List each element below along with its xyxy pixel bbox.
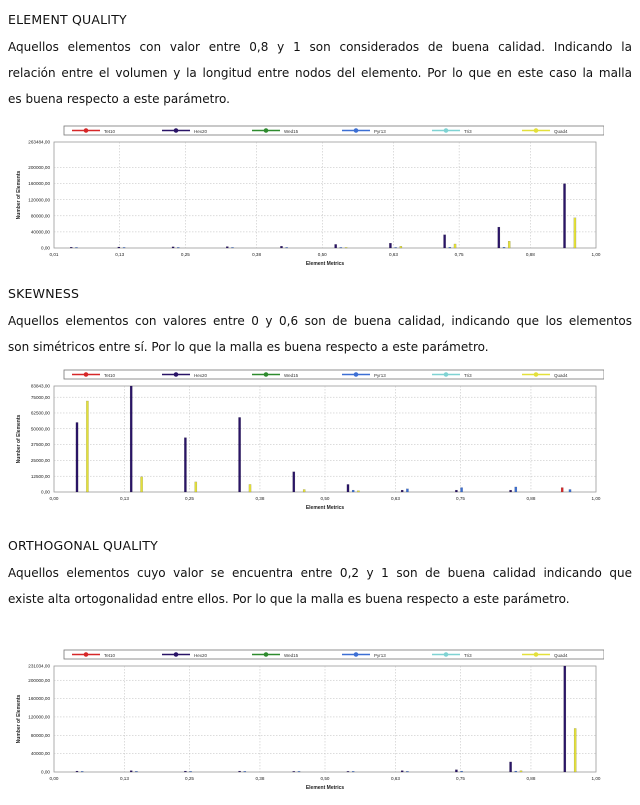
- bar-hex20: [401, 490, 403, 492]
- bar-hex20: [401, 771, 403, 772]
- bar-hex20: [510, 490, 512, 492]
- legend-label-tri3: Tri3: [464, 653, 472, 658]
- x-tick-label: 0,88: [526, 496, 536, 501]
- bar-pyr13: [81, 771, 83, 772]
- x-axis-label: Element Metrics: [305, 505, 345, 511]
- y-tick-label: 263484,00: [28, 139, 50, 145]
- legend-label-pyr13: Pyr13: [374, 653, 386, 658]
- bar-hex20: [444, 235, 446, 248]
- bar-pyr13: [503, 247, 505, 248]
- y-tick-label: 25000,00: [30, 457, 50, 463]
- legend-marker-wed15: [264, 373, 268, 377]
- bar-quad4: [508, 241, 510, 248]
- bar-pyr13: [515, 771, 517, 772]
- y-tick-label: 200000,00: [28, 677, 50, 683]
- bar-hex20: [172, 247, 174, 248]
- y-tick-label: 160000,00: [28, 181, 50, 187]
- bar-quad4: [357, 491, 359, 492]
- legend-label-tri3: Tri3: [464, 129, 472, 134]
- bar-hex20: [130, 771, 132, 772]
- y-tick-label: 0,00: [41, 489, 50, 495]
- bar-hex20: [510, 762, 512, 772]
- x-tick-label: 0,00: [49, 776, 59, 781]
- bar-quad4: [574, 218, 576, 248]
- x-tick-label: 0,50: [320, 776, 330, 781]
- legend-marker-hex20: [174, 653, 178, 657]
- bar-pyr13: [177, 247, 179, 248]
- bar-quad4: [520, 771, 522, 772]
- x-tick-label: 0,75: [454, 252, 464, 257]
- y-axis-label: Number of Elements: [16, 170, 22, 220]
- bar-quad4: [303, 489, 305, 492]
- bar-pyr13: [123, 247, 125, 248]
- x-tick-label: 0,25: [185, 496, 194, 501]
- x-tick-label: 1,00: [591, 252, 601, 257]
- legend-label-wed15: Wed15: [284, 129, 299, 134]
- y-tick-label: 80000,00: [30, 732, 50, 738]
- bar-hex20: [76, 422, 78, 492]
- y-tick-label: 0,00: [41, 769, 50, 775]
- bar-hex20: [563, 184, 565, 248]
- legend-label-quad4: Quad4: [554, 653, 568, 658]
- bar-hex20: [118, 247, 120, 248]
- legend-label-tet10: Tet10: [104, 653, 116, 658]
- x-tick-label: 0,75: [456, 776, 465, 781]
- paragraph-line: relación entre el volumen y la longitud entre nodos del elemento. Por lo que en este caso la malla: [8, 66, 632, 80]
- bar-pyr13: [244, 771, 246, 772]
- bar-pyr13: [395, 247, 397, 248]
- bar-pyr13: [352, 771, 354, 772]
- legend-label-wed15: Wed15: [284, 373, 299, 378]
- paragraph-line: Aquellos elementos con valor entre 0,8 y 1 son considerados de buena calidad. Indicando la: [8, 40, 632, 54]
- x-tick-label: 0,25: [180, 252, 190, 257]
- bar-pyr13: [461, 771, 463, 772]
- legend-label-tri3: Tri3: [464, 373, 472, 378]
- paragraph-skewness: [8, 308, 632, 360]
- x-tick-label: 0,38: [252, 252, 262, 257]
- legend-marker-tri3: [444, 129, 448, 133]
- x-tick-label: 0,13: [119, 496, 129, 501]
- legend-label-tet10: Tet10: [104, 129, 116, 134]
- skewness-chart: [8, 366, 604, 516]
- bar-hex20: [455, 490, 457, 492]
- bar-quad4: [574, 728, 576, 772]
- bar-pyr13: [352, 490, 354, 492]
- bar-pyr13: [286, 247, 288, 248]
- x-tick-label: 0,38: [255, 776, 265, 781]
- legend-marker-quad4: [534, 373, 538, 377]
- x-tick-label: 0,25: [185, 776, 194, 781]
- x-tick-label: 0,38: [255, 496, 265, 501]
- bar-pyr13: [190, 771, 192, 772]
- y-tick-label: 12500,00: [30, 473, 50, 479]
- paragraph-line: es buena respecto a este parámetro.: [8, 92, 230, 106]
- bar-hex20: [389, 243, 391, 248]
- x-tick-label: 0,75: [456, 496, 465, 501]
- legend-marker-wed15: [264, 129, 268, 133]
- bar-quad4: [195, 482, 197, 492]
- bar-pyr13: [406, 771, 408, 772]
- paragraph-element-quality: [8, 34, 632, 112]
- y-tick-label: 40000,00: [30, 751, 50, 757]
- bar-hex20: [239, 417, 241, 492]
- x-tick-label: 1,00: [591, 776, 601, 781]
- section-title-skewness: SKEWNESS: [8, 286, 80, 301]
- paragraph-line: existe alta ortogonalidad entre ellos. Por lo que la malla es buena respecto a este parámetro.: [8, 592, 570, 606]
- bar-pyr13: [449, 247, 451, 248]
- y-axis-label: Number of Elements: [16, 694, 22, 744]
- bar-pyr13: [569, 489, 571, 492]
- bar-pyr13: [340, 247, 342, 248]
- y-tick-label: 160000,00: [28, 696, 50, 702]
- bar-hex20: [347, 484, 349, 492]
- bar-pyr13: [406, 489, 408, 492]
- x-axis-label: Element Metrics: [305, 785, 345, 791]
- legend-label-hex20: Hex20: [194, 373, 208, 378]
- bar-hex20: [293, 771, 295, 772]
- legend-label-wed15: Wed15: [284, 653, 299, 658]
- bar-hex20: [70, 247, 72, 248]
- bar-tet10: [561, 488, 563, 492]
- bar-quad4: [249, 484, 251, 492]
- y-axis-label: Number of Elements: [16, 414, 22, 464]
- legend-label-quad4: Quad4: [554, 373, 568, 378]
- legend-marker-tet10: [84, 129, 88, 133]
- x-tick-label: 0,88: [525, 252, 535, 257]
- y-tick-label: 83843,00: [30, 383, 50, 389]
- legend-marker-tri3: [444, 373, 448, 377]
- y-tick-label: 40000,00: [30, 229, 50, 235]
- y-tick-label: 75000,00: [30, 394, 50, 400]
- x-tick-label: 0,50: [317, 252, 327, 257]
- bar-pyr13: [135, 771, 137, 772]
- y-tick-label: 200000,00: [28, 165, 50, 171]
- y-tick-label: 120000,00: [28, 714, 50, 720]
- bar-hex20: [455, 770, 457, 772]
- section-title-orthogonal-quality: ORTHOGONAL QUALITY: [8, 538, 158, 553]
- bar-quad4: [454, 244, 456, 248]
- bar-pyr13: [515, 487, 517, 492]
- bar-hex20: [347, 771, 349, 772]
- legend-label-tet10: Tet10: [104, 373, 116, 378]
- legend-marker-wed15: [264, 653, 268, 657]
- x-tick-label: 1,00: [591, 496, 601, 501]
- x-tick-label: 0,13: [119, 776, 129, 781]
- bar-quad4: [86, 401, 88, 492]
- legend-label-pyr13: Pyr13: [374, 373, 386, 378]
- bar-quad4: [141, 477, 143, 492]
- bar-hex20: [564, 666, 566, 772]
- paragraph-line: son simétricos entre sí. Por lo que la malla es buena respecto a este parámetro.: [8, 340, 489, 354]
- bar-quad4: [400, 246, 402, 248]
- bar-hex20: [130, 386, 132, 492]
- y-tick-label: 50000,00: [30, 426, 50, 432]
- legend-marker-tet10: [84, 373, 88, 377]
- x-tick-label: 0,01: [49, 252, 59, 257]
- bar-quad4: [345, 247, 347, 248]
- legend-marker-pyr13: [354, 653, 358, 657]
- legend-label-pyr13: Pyr13: [374, 129, 386, 134]
- bar-pyr13: [231, 247, 233, 248]
- legend-marker-pyr13: [354, 129, 358, 133]
- y-tick-label: 80000,00: [30, 213, 50, 219]
- bar-hex20: [498, 227, 500, 248]
- bar-hex20: [239, 771, 241, 772]
- bar-hex20: [184, 771, 186, 772]
- y-tick-label: 37500,00: [30, 442, 50, 448]
- legend-marker-pyr13: [354, 373, 358, 377]
- legend-marker-hex20: [174, 129, 178, 133]
- y-tick-label: 120000,00: [28, 197, 50, 203]
- bar-hex20: [226, 247, 228, 248]
- y-tick-label: 62500,00: [30, 410, 50, 416]
- bar-hex20: [293, 472, 295, 492]
- y-tick-label: 231034,00: [28, 663, 50, 669]
- legend-marker-quad4: [534, 129, 538, 133]
- paragraph-line: Aquellos elementos con valores entre 0 y 0,6 son de buena calidad, indicando que los elementos: [8, 314, 632, 328]
- x-tick-label: 0,63: [390, 776, 400, 781]
- bar-pyr13: [75, 247, 77, 248]
- x-tick-label: 0,63: [390, 496, 400, 501]
- paragraph-orthogonal-quality: [8, 560, 632, 612]
- legend-label-quad4: Quad4: [554, 129, 568, 134]
- legend-marker-tet10: [84, 653, 88, 657]
- bar-hex20: [335, 244, 337, 248]
- paragraph-line: Aquellos elementos cuyo valor se encuentra entre 0,2 y 1 son de buena calidad indicando que: [8, 566, 632, 580]
- bar-pyr13: [298, 771, 300, 772]
- x-tick-label: 0,63: [388, 252, 398, 257]
- x-tick-label: 0,00: [49, 496, 59, 501]
- section-title-element-quality: ELEMENT QUALITY: [8, 12, 127, 27]
- legend-marker-tri3: [444, 653, 448, 657]
- x-axis-label: Element Metrics: [305, 261, 345, 267]
- y-tick-label: 0,00: [41, 245, 50, 251]
- element-quality-chart: [8, 122, 604, 272]
- legend-label-hex20: Hex20: [194, 653, 208, 658]
- bar-hex20: [280, 246, 282, 248]
- x-tick-label: 0,50: [320, 496, 330, 501]
- legend-marker-quad4: [534, 653, 538, 657]
- orthogonal-quality-chart: [8, 646, 604, 796]
- bar-hex20: [184, 438, 186, 492]
- bar-hex20: [76, 771, 78, 772]
- x-tick-label: 0,88: [526, 776, 536, 781]
- legend-label-hex20: Hex20: [194, 129, 208, 134]
- legend-marker-hex20: [174, 373, 178, 377]
- x-tick-label: 0,13: [115, 252, 125, 257]
- bar-pyr13: [461, 488, 463, 492]
